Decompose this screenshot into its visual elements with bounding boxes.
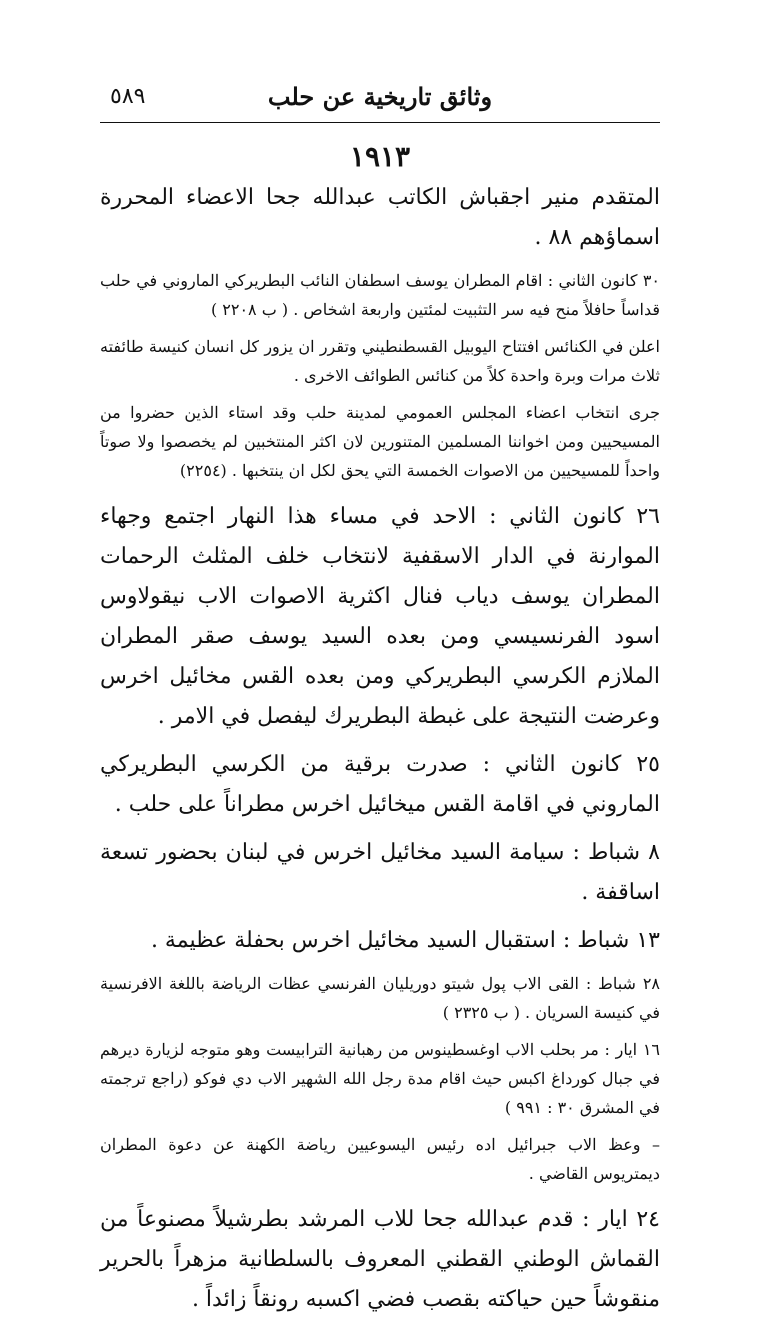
paragraph-5: ٢٦ كانون الثاني : الاحد في مساء هذا النهار اجتمع وجهاء الموارنة في الدار الاسقفية لانتخاب خلف المثلث الرحمات المطران يوسف دياب فنال اكثرية الاصوات الاب نيقولاوس اسود الفرنسيسي ومن بعده السيد يوسف صقر المطران الملازم الكرسي البطريركي ومن بعده القس مخائيل اخرس وعرضت النتيجة على غبطة البطريرك ليفصل في الامر . xyxy=(100,504,660,729)
header-rule xyxy=(100,122,660,123)
paragraph-2: ٣٠ كانون الثاني : اقام المطران يوسف اسطفان النائب البطريركي الماروني في حلب قداساً حافلاً منح فيه سر التثبيت لمئتين واربعة اشخاص . ( ب ٢٢٠٨ ) xyxy=(100,271,660,319)
paragraph-6: ٢٥ كانون الثاني : صدرت برقية من الكرسي البطريركي الماروني في اقامة القس ميخائيل اخرس مطراناً على حلب . xyxy=(100,752,660,817)
paragraph-3: اعلن في الكنائس افتتاح اليوبيل القسطنطيني وتقرر ان يزور كل انسان كنيسة طائفته ثلاث مرات وبرة واحدة كلاً من كنائس الطوائف الاخرى . xyxy=(100,337,660,385)
year-heading: ١٩١٣ xyxy=(349,140,411,173)
paragraph-4: جرى انتخاب اعضاء المجلس العمومي لمدينة حلب وقد استاء الذين حضروا من المسيحيين ومن اخواننا المسلمين المتنورين لان اكثر المنتخبين لم يخصصوا ولا صوتاً واحداً للمسيحيين من الاصوات الخمسة التي يحق لكل ان ينتخبها . (٢٢٥٤) xyxy=(100,403,660,480)
paragraph-12: ٢٤ ايار : قدم عبدالله جحا للاب المرشد بطرشيلاً مصنوعاً من القماش الوطني القطني المعروف بالسلطانية مزهراً بالحرير منقوشاً حين حياكته بقصب فضي اكسبه رونقاً زائداً . xyxy=(100,1207,660,1312)
paragraph-11: – وعظ الاب جبرائيل اده رئيس اليسوعيين رياضة الكهنة عن دعوة المطران ديمتريوس القاضي . xyxy=(100,1135,660,1183)
page-number: ٥٨٩ xyxy=(110,84,146,109)
paragraph-10: ١٦ ايار : مر بحلب الاب اوغسطينوس من رهبانية الترابيست وهو متوجه لزيارة ديرهم في جبال كورداغ اكبس حيث اقام مدة رجل الله الشهير الاب دي فوكو (راجع ترجمته في المشرق ٣٠ : ٩٩١ ) xyxy=(100,1040,661,1117)
page-header xyxy=(100,80,660,120)
paragraph-1: المتقدم منير اجقباش الكاتب عبدالله جحا الاعضاء المحررة اسماؤهم ٨٨ . xyxy=(100,185,660,250)
paragraph-7: ٨ شباط : سيامة السيد مخائيل اخرس في لبنان بحضور تسعة اساقفة . xyxy=(100,840,660,905)
document-body xyxy=(100,178,660,1328)
paragraph-8: ١٣ شباط : استقبال السيد مخائيل اخرس بحفلة عظيمة . xyxy=(150,928,660,953)
running-title: وثائق تاريخية عن حلب xyxy=(267,82,493,111)
paragraph-9: ٢٨ شباط : القى الاب پول شيتو دوريليان الفرنسي عظات الرياضة باللغة الافرنسية في كنيسة السريان . ( ب ٢٣٢٥ ) xyxy=(100,974,660,1022)
